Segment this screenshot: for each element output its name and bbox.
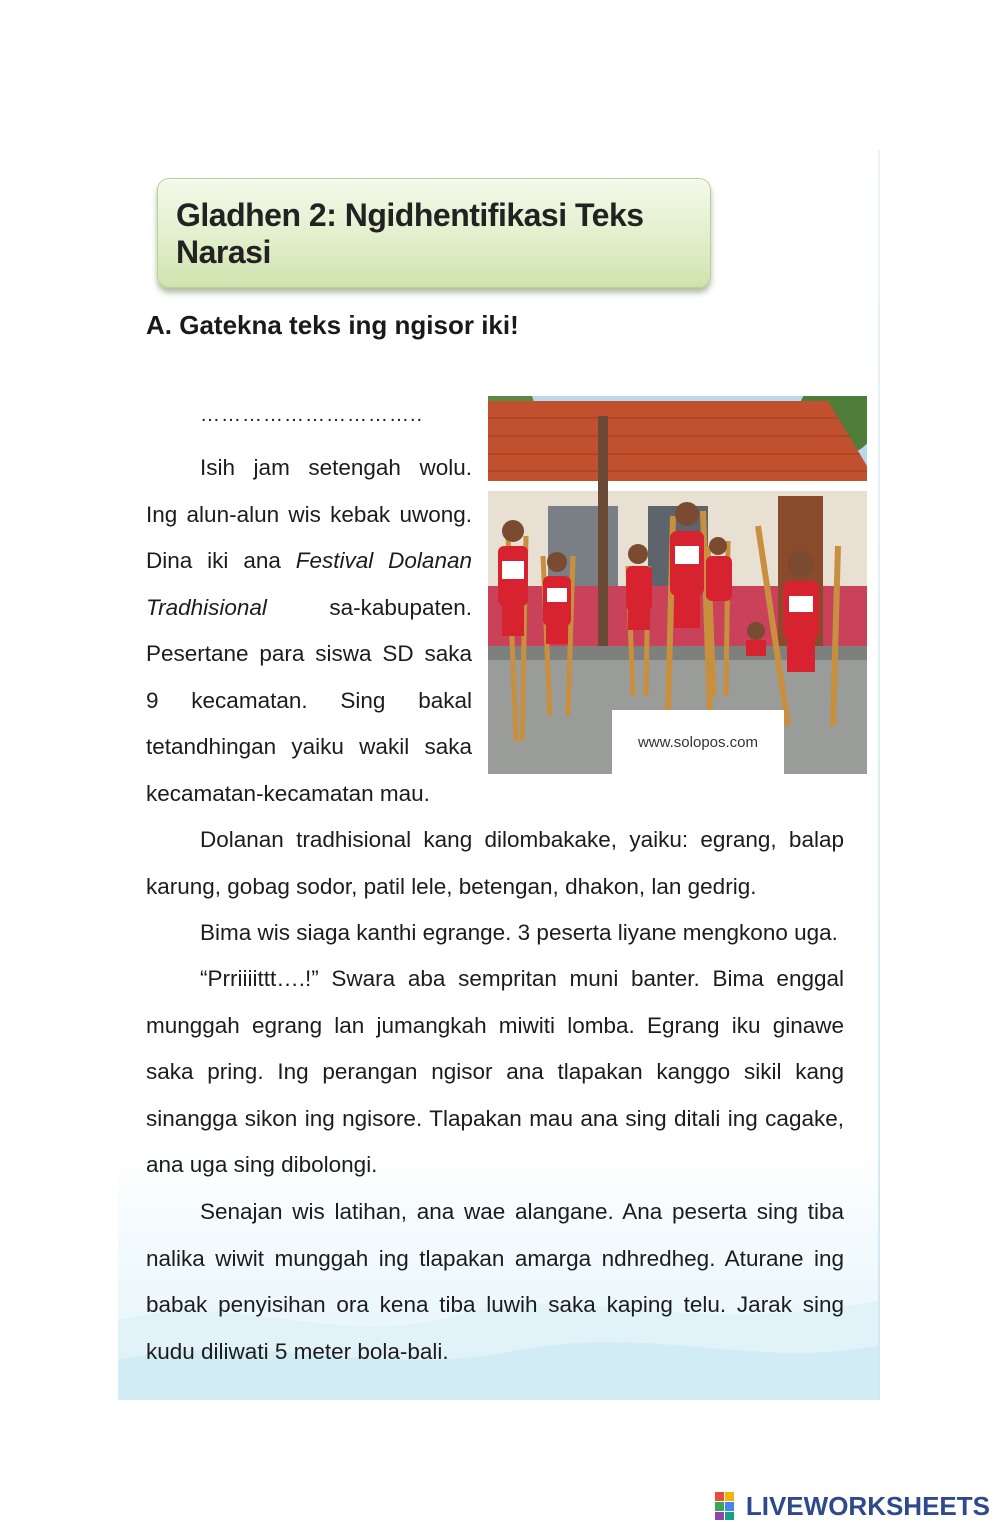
story-paragraph-4: “Prriiiittt….!” Swara aba sempritan muni banter. Bima enggal munggah egrang lan jumangkah miwiti lomba. Egrang iku ginawe saka pring. Ing perangan ngisor ana tlapakan kanggo sikil kang sinangga sikon ing ngisore. Tlapakan mau ana sing ditali ing cagake, ana uga sing dibolongi. xyxy=(146,966,844,1177)
p1-italic-term: Festival Dolanan Tradhisional xyxy=(146,548,472,620)
exercise-title: Gladhen 2: Ngidhentifikasi Teks Narasi xyxy=(176,197,644,270)
page-edge xyxy=(878,150,880,1400)
story-paragraph-3: Bima wis siaga kanthi egrange. 3 peserta liyane mengkono uga. xyxy=(200,920,838,945)
section-heading: A. Gatekna teks ing ngisor iki! xyxy=(146,310,519,340)
photo-credit: www.solopos.com xyxy=(612,710,784,774)
story-paragraph-2: Dolanan tradhisional kang dilombakake, yaiku: egrang, balap karung, gobag sodor, patil lele, betengan, dhakon, lan gedrig. xyxy=(146,827,844,899)
p1-text-end: sa-kabupaten. Pesertane para siswa SD saka 9 kecamatan. Sing bakal tetandhingan yaiku wakil saka kecamatan-kecamatan mau. xyxy=(146,594,472,806)
liveworksheets-brand-text: LIVEWORKSHEETS xyxy=(745,1490,990,1521)
liveworksheets-logo[interactable] xyxy=(714,1488,990,1524)
p1-text-start: Isih jam setengah wolu. Ing alun-alun wis kebak uwong. Dina iki ana xyxy=(146,455,472,573)
exercise-title-box xyxy=(157,178,711,288)
liveworksheets-logo-icon xyxy=(714,1491,744,1521)
story-title-blank: ………………………….. xyxy=(200,404,424,426)
story-paragraph-1 xyxy=(146,445,472,817)
story-paragraph-5: Senajan wis latihan, ana wae alangane. Ana peserta sing tiba nalika wiwit munggah ing tlapakan amarga ndhredheg. Aturane ing babak penyisihan ora kena tiba luwih saka kaping telu. Jarak sing kudu diliwati 5 meter bola-bali. xyxy=(146,1199,844,1364)
